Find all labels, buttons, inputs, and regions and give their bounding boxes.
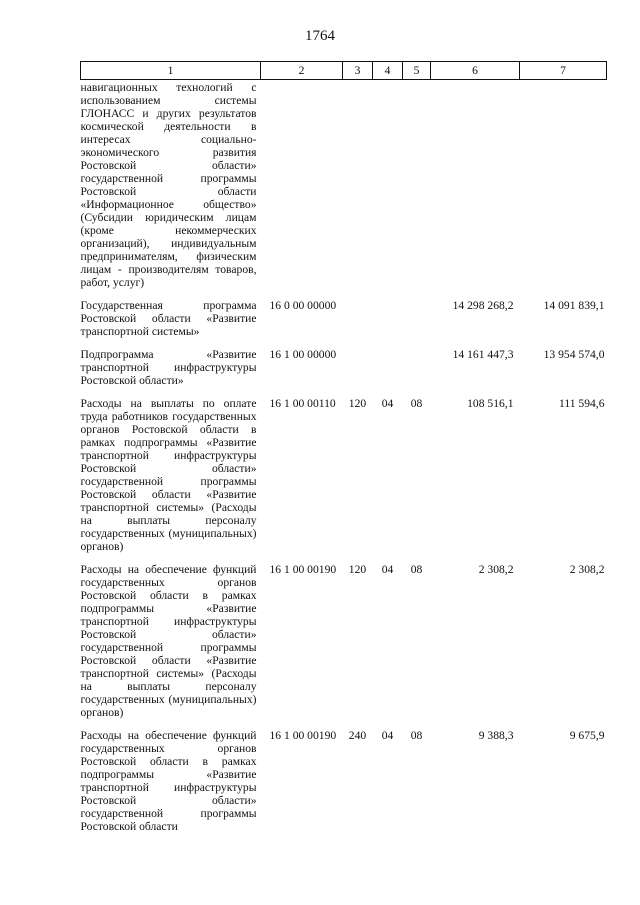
row-vr: 240 (348, 729, 367, 742)
row-code: 16 0 00 00000 (269, 299, 337, 312)
row-name: навигационных технологий с использованием системы ГЛОНАСС и других результатов космической деятельности в интересах социально-экономического развития Ростовской области» государственной программы Ростовской области «Информационное общество» (Субсидии юридическим лицам (кроме некоммерческих организаций), индивидуальным предпринимателям, физическим лицам - производителям товаров, работ, услуг) (80, 81, 257, 289)
table-row (81, 729, 607, 843)
table-row (81, 563, 607, 729)
page-number: 1764 (305, 28, 335, 44)
row-rz (373, 80, 403, 300)
row-vr (343, 80, 373, 300)
row-sum-2: 9 675,9 (569, 729, 605, 742)
row-name: Расходы на обеспечение функций государственных органов Ростовской области в рамках подпрограммы «Развитие транспортной инфраструктуры Ростовской области» государственной программы Ростовской области «Развитие транспортной системы» (Расходы на выплаты персоналу государственных (муниципальных) органов) (80, 563, 257, 719)
row-sum-1: 14 161 447,3 (452, 348, 514, 361)
table-row (81, 397, 607, 563)
row-pr: 08 (410, 563, 423, 576)
row-pr: 08 (410, 729, 423, 742)
row-sum-2: 13 954 574,0 (543, 348, 605, 361)
row-sum-1: 14 298 268,2 (452, 299, 514, 312)
col-header-3: 3 (343, 62, 373, 80)
row-sum-1: 2 308,2 (478, 563, 514, 576)
row-sum-1: 108 516,1 (467, 397, 514, 410)
row-pr (403, 348, 431, 397)
col-header-2: 2 (261, 62, 343, 80)
row-vr (343, 348, 373, 397)
row-sum-2: 2 308,2 (569, 563, 605, 576)
budget-table (80, 61, 607, 843)
col-header-6: 6 (431, 62, 520, 80)
row-sum-2: 14 091 839,1 (543, 299, 605, 312)
row-rz: 04 (381, 397, 394, 410)
row-pr: 08 (410, 397, 423, 410)
row-code: 16 1 00 00190 (269, 729, 337, 742)
col-header-1: 1 (81, 62, 261, 80)
row-sum-1: 9 388,3 (478, 729, 514, 742)
row-name: Государственная программа Ростовской области «Развитие транспортной системы» (80, 299, 257, 338)
table-row (81, 348, 607, 397)
col-header-7: 7 (520, 62, 607, 80)
row-code (261, 80, 343, 300)
row-vr: 120 (348, 397, 367, 410)
table-row (81, 299, 607, 348)
row-pr (403, 80, 431, 300)
col-header-4: 4 (373, 62, 403, 80)
row-pr (403, 299, 431, 348)
row-name: Подпрограмма «Развитие транспортной инфраструктуры Ростовской области» (80, 348, 257, 387)
row-rz: 04 (381, 729, 394, 742)
row-vr: 120 (348, 563, 367, 576)
row-code: 16 1 00 00110 (269, 397, 336, 410)
row-sum-2 (520, 80, 607, 300)
table-row (81, 80, 607, 300)
header-row (81, 62, 607, 80)
row-rz (373, 299, 403, 348)
row-sum-2: 111 594,6 (558, 397, 605, 410)
row-sum-1 (431, 80, 520, 300)
row-name: Расходы на выплаты по оплате труда работников государственных органов Ростовской области в рамках подпрограммы «Развитие транспортной инфраструктуры Ростовской области» государственной программы Ростовской области «Развитие транспортной системы» (Расходы на выплаты персоналу государственных (муниципальных) органов) (80, 397, 257, 553)
row-code: 16 1 00 00190 (269, 563, 337, 576)
row-vr (343, 299, 373, 348)
row-rz (373, 348, 403, 397)
row-code: 16 1 00 00000 (269, 348, 337, 361)
col-header-5: 5 (403, 62, 431, 80)
row-rz: 04 (381, 563, 394, 576)
row-name: Расходы на обеспечение функций государственных органов Ростовской области в рамках подпрограммы «Развитие транспортной инфраструктуры Ростовской области» государственной программы Ростовской области (80, 729, 257, 833)
